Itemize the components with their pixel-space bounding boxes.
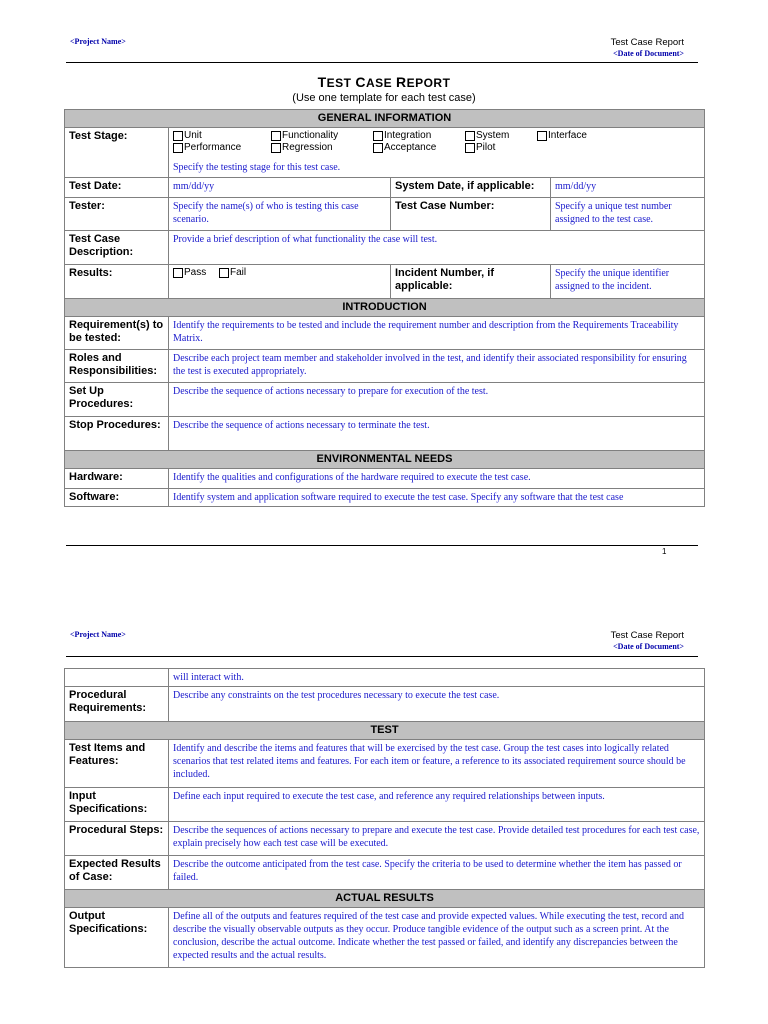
tester-label: Tester:	[65, 198, 169, 231]
checkbox-icon	[271, 143, 281, 153]
test-items-field[interactable]: Identify and describe the items and features that will be exercised by the test case. Group the test cases into logically related scenarios that test related items and features. For each item or feature, a reference to its associated requirement source should be included.	[169, 740, 705, 788]
system-date-field[interactable]: mm/dd/yy	[551, 178, 705, 198]
procedural-steps-label: Procedural Steps:	[65, 822, 169, 856]
setup-field[interactable]: Describe the sequence of actions necessary to prepare for execution of the test.	[169, 383, 705, 417]
section-test: TEST	[65, 722, 705, 740]
software-field-continued[interactable]: will interact with.	[169, 669, 705, 687]
test-stage-label: Test Stage:	[65, 128, 169, 178]
stage-acceptance-checkbox[interactable]: Acceptance	[373, 142, 465, 154]
software-field[interactable]: Identify system and application software required to execute the test case. Specify any software that the test case	[169, 489, 705, 507]
report-title: Test Case Report	[610, 630, 684, 641]
checkbox-icon	[537, 131, 547, 141]
test-stage-options	[173, 130, 700, 154]
checkbox-icon	[173, 143, 183, 153]
incident-number-field[interactable]: Specify the unique identifier assigned to the incident.	[551, 265, 705, 299]
tester-field[interactable]: Specify the name(s) of who is testing this case scenario.	[169, 198, 391, 231]
test-items-label: Test Items and Features:	[65, 740, 169, 788]
input-specifications-label: Input Specifications:	[65, 788, 169, 822]
results-options	[169, 265, 391, 299]
roles-field[interactable]: Describe each project team member and stakeholder involved in the test, and identify their associated responsibility for ensuring the test is executed appropriately.	[169, 350, 705, 383]
expected-results-label: Expected Results of Case:	[65, 856, 169, 890]
footer-rule	[66, 545, 698, 546]
checkbox-icon	[373, 131, 383, 141]
hardware-label: Hardware:	[65, 469, 169, 489]
document-date: <Date of Document>	[613, 642, 684, 651]
requirements-label: Requirement(s) to be tested:	[65, 317, 169, 350]
document-title: TEST CASE REPORT	[317, 74, 451, 90]
section-actual-results: ACTUAL RESULTS	[65, 890, 705, 908]
result-pass-checkbox[interactable]: Pass	[173, 267, 206, 278]
header-rule-2	[66, 656, 698, 657]
procedural-requirements-field[interactable]: Describe any constraints on the test procedures necessary to execute the test case.	[169, 687, 705, 722]
stage-integration-checkbox[interactable]: Integration	[373, 130, 465, 142]
test-date-label: Test Date:	[65, 178, 169, 198]
checkbox-icon	[373, 143, 383, 153]
expected-results-field[interactable]: Describe the outcome anticipated from the test case. Specify the criteria to be used to determine whether the item has passed or failed.	[169, 856, 705, 890]
section-introduction: INTRODUCTION	[65, 299, 705, 317]
description-label: Test Case Description:	[65, 231, 169, 265]
system-date-label: System Date, if applicable:	[391, 178, 551, 198]
report-title: Test Case Report	[610, 37, 684, 48]
procedural-requirements-label: Procedural Requirements:	[65, 687, 169, 722]
stop-label: Stop Procedures:	[65, 417, 169, 451]
setup-label: Set Up Procedures:	[65, 383, 169, 417]
stage-interface-checkbox[interactable]: Interface	[537, 130, 627, 142]
test-stage-cell	[169, 128, 705, 178]
test-case-table-page2	[64, 668, 705, 968]
stage-unit-checkbox[interactable]: Unit	[173, 130, 271, 142]
stage-performance-checkbox[interactable]: Performance	[173, 142, 271, 154]
page-number: 1	[662, 547, 667, 556]
result-fail-checkbox[interactable]: Fail	[219, 267, 246, 278]
checkbox-icon	[173, 268, 183, 278]
checkbox-icon	[271, 131, 281, 141]
section-environmental-needs: ENVIRONMENTAL NEEDS	[65, 451, 705, 469]
test-case-table-page1	[64, 109, 705, 507]
incident-number-label: Incident Number, if applicable:	[391, 265, 551, 299]
header-rule	[66, 62, 698, 63]
checkbox-icon	[173, 131, 183, 141]
output-specifications-field[interactable]: Define all of the outputs and features required of the test case and provide expected values. While executing the test, record and describe the visually observable outputs as they occur. Produce tangible evidence of the output such as a screen print. At the conclusion, describe the actual outcome. Indicate whether the test passed or failed, and identify any discrepancies between the expected results and the actual results.	[169, 908, 705, 968]
project-name: <Project Name>	[70, 630, 126, 639]
stage-regression-checkbox[interactable]: Regression	[271, 142, 373, 154]
software-continued-label-cell	[65, 669, 169, 687]
procedural-steps-field[interactable]: Describe the sequences of actions necessary to prepare and execute the test case. Provide detailed test procedures for each test case, explain precisely how each test case will be executed.	[169, 822, 705, 856]
document-subtitle: (Use one template for each test case)	[292, 92, 476, 104]
checkbox-icon	[219, 268, 229, 278]
test-case-number-field[interactable]: Specify a unique test number assigned to the test case.	[551, 198, 705, 231]
checkbox-icon	[465, 143, 475, 153]
project-name: <Project Name>	[70, 37, 126, 46]
hardware-field[interactable]: Identify the qualities and configurations of the hardware required to execute the test case.	[169, 469, 705, 489]
description-field[interactable]: Provide a brief description of what functionality the case will test.	[169, 231, 705, 265]
test-date-field[interactable]: mm/dd/yy	[169, 178, 391, 198]
stage-functionality-checkbox[interactable]: Functionality	[271, 130, 373, 142]
document-date: <Date of Document>	[613, 49, 684, 58]
stage-system-checkbox[interactable]: System	[465, 130, 537, 142]
checkbox-icon	[465, 131, 475, 141]
roles-label: Roles and Responsibilities:	[65, 350, 169, 383]
test-stage-hint: Specify the testing stage for this test case.	[173, 162, 341, 173]
stage-pilot-checkbox[interactable]: Pilot	[465, 142, 537, 154]
test-case-number-label: Test Case Number:	[391, 198, 551, 231]
output-specifications-label: Output Specifications:	[65, 908, 169, 968]
software-label: Software:	[65, 489, 169, 507]
input-specifications-field[interactable]: Define each input required to execute the test case, and reference any required relationships between inputs.	[169, 788, 705, 822]
section-general-information: GENERAL INFORMATION	[65, 110, 705, 128]
results-label: Results:	[65, 265, 169, 299]
stop-field[interactable]: Describe the sequence of actions necessary to terminate the test.	[169, 417, 705, 451]
requirements-field[interactable]: Identify the requirements to be tested and include the requirement number and description from the Requirements Traceability Matrix.	[169, 317, 705, 350]
